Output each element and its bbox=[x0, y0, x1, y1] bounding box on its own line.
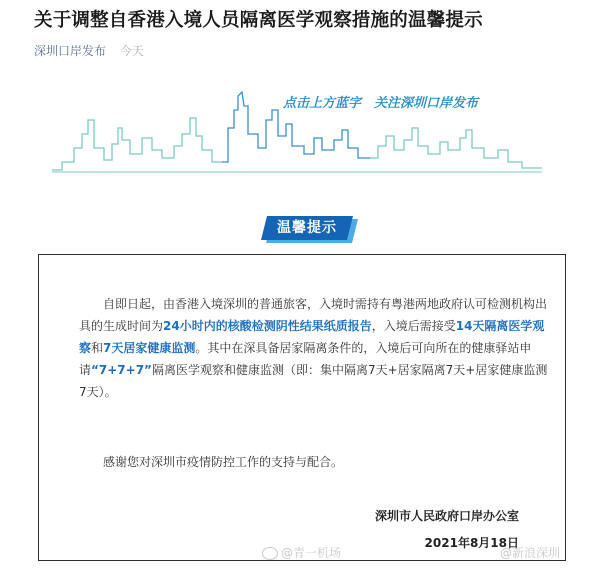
highlight-test-report: 24小时内的核酸检测阴性结果纸质报告 bbox=[163, 319, 372, 333]
publish-time: 今天 bbox=[119, 44, 144, 58]
weibo-icon bbox=[262, 547, 278, 560]
author-link[interactable]: 深圳口岸发布 bbox=[34, 44, 107, 58]
tip-badge bbox=[264, 216, 356, 244]
notice-date: 2021年8月18日 bbox=[424, 536, 519, 550]
tip-badge-label: 温馨提示 bbox=[277, 220, 337, 236]
notice-paragraph-1: 自即日起，由香港入境深圳的普通旅客，入境时需持有粤港两地政府认可检测机构出具的生成时间为24小时内的核酸检测阴性结果纸质报告，入境后需接受14天隔离医学观察和7天居家健康监测。其中在深具备居家隔离条件的，入境后可向所在的健康驿站申请“7+7+7”隔离医学观察和健康监测（即：集中隔离7天+居家隔离7天+居家健康监测7天）。 bbox=[79, 297, 548, 399]
follow-slogan[interactable]: 点击上方蓝字 关注深圳口岸发布 bbox=[283, 96, 479, 111]
highlight-quarantine: 14天隔离医学观察 bbox=[79, 319, 545, 355]
watermark-right: @新浪深圳 bbox=[500, 546, 561, 560]
highlight-777: “7+7+7” bbox=[91, 363, 152, 377]
watermark-left: @青一机场 bbox=[262, 544, 341, 561]
article-meta bbox=[34, 42, 144, 59]
notice-box bbox=[38, 254, 566, 561]
article-title: 关于调整自香港入境人员隔离医学观察措施的温馨提示 bbox=[34, 10, 483, 31]
signature: 深圳市人民政府口岸办公室 bbox=[374, 509, 519, 523]
notice-paragraph-2: 感谢您对深圳市疫情防控工作的支持与配合。 bbox=[103, 455, 344, 469]
highlight-home-monitoring: 7天居家健康监测 bbox=[103, 341, 196, 355]
